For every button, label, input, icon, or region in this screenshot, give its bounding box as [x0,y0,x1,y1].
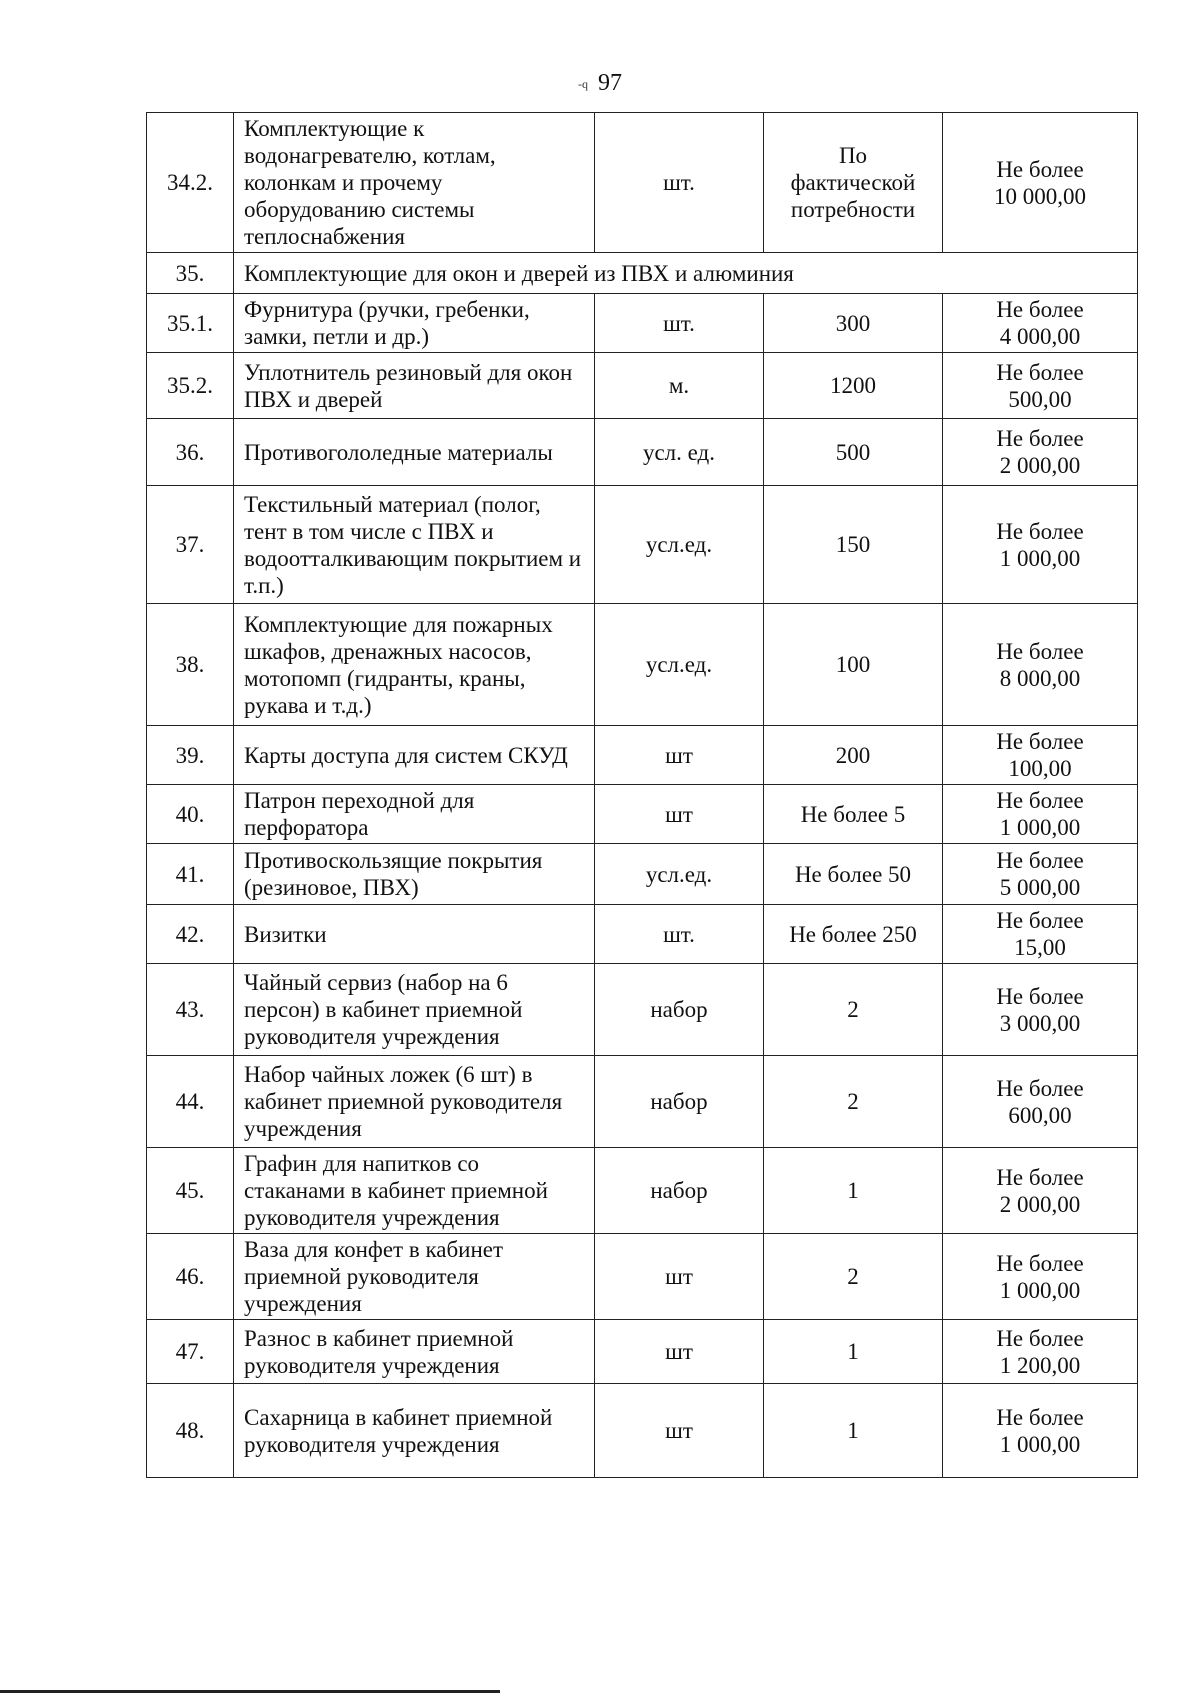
row-unit: м. [595,353,764,419]
row-price-prefix: Не более [996,908,1084,933]
row-price-prefix: Не более [996,156,1084,182]
row-price-prefix: Не более [996,1075,1084,1101]
table-row [147,113,1138,253]
table-row [147,604,1138,726]
row-quantity: 2 [764,1234,943,1320]
items-table-body [147,113,1138,1478]
row-price-prefix: Не более [996,518,1084,544]
row-price [943,726,1138,785]
row-price-value: 1 000,00 [999,1277,1081,1303]
row-number: 40. [147,785,234,844]
row-price-prefix: Не более [996,638,1084,664]
row-price [943,1148,1138,1234]
bottom-rule [0,1690,500,1693]
page-mark: -q [578,76,588,91]
row-item-name: Комплектующие для пожарных шкафов, дренажных насосов, мотопомп (гидранты, краны, рукава и т.д.) [234,604,595,726]
row-quantity: 200 [764,726,943,785]
row-item-name: Противоскользящие покрытия (резиновое, ПВХ) [234,844,595,905]
row-price-prefix: Не более [996,426,1084,451]
row-number: 35. [147,253,234,294]
row-item-name: Противогололедные материалы [234,419,595,486]
table-row [147,1148,1138,1234]
row-price-value: 8 000,00 [999,665,1081,691]
row-quantity: 100 [764,604,943,726]
row-item-name: Визитки [234,905,595,964]
table-row [147,785,1138,844]
row-item-name: Набор чайных ложек (6 шт) в кабинет приемной руководителя учреждения [234,1056,595,1148]
row-quantity: Не более 5 [764,785,943,844]
row-unit: набор [595,1056,764,1148]
row-unit: шт. [595,294,764,353]
table-row [147,726,1138,785]
row-price-value: 500,00 [1008,386,1072,412]
row-price-value: 4 000,00 [999,324,1081,349]
row-price-prefix: Не более [996,788,1084,813]
row-price [943,1384,1138,1478]
table-row [147,294,1138,353]
row-unit: усл.ед. [595,604,764,726]
row-number: 41. [147,844,234,905]
row-unit: усл. ед. [595,419,764,486]
row-unit: шт. [595,113,764,253]
row-price-value: 3 000,00 [999,1010,1081,1036]
row-price [943,1320,1138,1384]
table-row [147,844,1138,905]
row-unit: шт [595,1234,764,1320]
row-number: 44. [147,1056,234,1148]
row-number: 42. [147,905,234,964]
row-price-value: 2 000,00 [999,453,1081,478]
row-price-value: 600,00 [1008,1102,1072,1128]
page-number-value: 97 [598,70,622,96]
row-item-name: Карты доступа для систем СКУД [234,726,595,785]
row-price-prefix: Не более [996,297,1084,322]
row-price-value: 100,00 [1008,756,1072,781]
row-number: 48. [147,1384,234,1478]
row-price-value: 5 000,00 [999,875,1081,900]
row-unit: шт [595,726,764,785]
row-unit: шт. [595,905,764,964]
row-item-name: Графин для напитков со стаканами в кабинет приемной руководителя учреждения [234,1148,595,1234]
page-number [0,70,1200,97]
row-number: 35.1. [147,294,234,353]
row-number: 37. [147,486,234,604]
row-item-name: Патрон переходной для перфоратора [234,785,595,844]
row-quantity: 2 [764,1056,943,1148]
table-row [147,1234,1138,1320]
row-price-value: 1 000,00 [999,545,1081,571]
row-quantity: Не более 50 [764,844,943,905]
row-quantity: 500 [764,419,943,486]
row-number: 35.2. [147,353,234,419]
row-item-name: Сахарница в кабинет приемной руководителя учреждения [234,1384,595,1478]
row-item-name: Чайный сервиз (набор на 6 персон) в кабинет приемной руководителя учреждения [234,964,595,1056]
table-row [147,419,1138,486]
row-item-name: Комплектующие к водонагревателю, котлам, колонкам и прочему оборудованию системы теплоснабжения [234,113,595,253]
row-unit: усл.ед. [595,844,764,905]
row-price-value: 15,00 [1014,935,1066,960]
row-unit: набор [595,1148,764,1234]
row-price-prefix: Не более [996,1325,1084,1351]
row-quantity: 2 [764,964,943,1056]
row-quantity: 150 [764,486,943,604]
row-price-value: 10 000,00 [994,183,1086,209]
row-unit: шт [595,1320,764,1384]
row-price-prefix: Не более [996,1250,1084,1276]
row-price-value: 2 000,00 [999,1191,1081,1217]
table-row [147,253,1138,294]
row-price-prefix: Не более [996,983,1084,1009]
table-row [147,1384,1138,1478]
row-unit: шт [595,785,764,844]
row-price-value: 1 000,00 [999,815,1081,840]
row-price-prefix: Не более [996,848,1084,873]
row-unit: усл.ед. [595,486,764,604]
row-price-prefix: Не более [996,359,1084,385]
table-row [147,353,1138,419]
table-row [147,1056,1138,1148]
row-number: 47. [147,1320,234,1384]
row-quantity: 1 [764,1384,943,1478]
row-price [943,486,1138,604]
row-number: 38. [147,604,234,726]
row-item-name: Уплотнитель резиновый для окон ПВХ и дверей [234,353,595,419]
row-quantity: 300 [764,294,943,353]
row-quantity: 1200 [764,353,943,419]
row-price-value: 1 200,00 [999,1352,1081,1378]
row-item-name: Разнос в кабинет приемной руководителя учреждения [234,1320,595,1384]
row-item-name: Фурнитура (ручки, гребенки, замки, петли и др.) [234,294,595,353]
row-quantity: Не более 250 [764,905,943,964]
row-quantity: 1 [764,1148,943,1234]
row-unit: шт [595,1384,764,1478]
row-price [943,419,1138,486]
row-price [943,1234,1138,1320]
row-price [943,785,1138,844]
row-price [943,844,1138,905]
row-price [943,905,1138,964]
row-number: 36. [147,419,234,486]
row-number: 34.2. [147,113,234,253]
row-price [943,604,1138,726]
row-price [943,294,1138,353]
items-table [146,112,1138,1478]
row-price [943,1056,1138,1148]
row-item-name: Ваза для конфет в кабинет приемной руководителя учреждения [234,1234,595,1320]
row-number: 39. [147,726,234,785]
row-price-prefix: Не более [996,1164,1084,1190]
row-number: 43. [147,964,234,1056]
row-price-prefix: Не более [996,729,1084,754]
row-number: 45. [147,1148,234,1234]
row-item-name: Текстильный материал (полог, тент в том числе с ПВХ и водоотталкивающим покрытием и т.п.) [234,486,595,604]
row-price [943,964,1138,1056]
table-row [147,486,1138,604]
row-unit: набор [595,964,764,1056]
row-quantity: По фактической потребности [764,113,943,253]
row-price-prefix: Не более [996,1404,1084,1430]
table-row [147,1320,1138,1384]
row-price [943,113,1138,253]
table-row [147,964,1138,1056]
row-quantity: 1 [764,1320,943,1384]
table-row [147,905,1138,964]
row-price-value: 1 000,00 [999,1431,1081,1457]
row-section-title: Комплектующие для окон и дверей из ПВХ и алюминия [234,253,1138,294]
row-price [943,353,1138,419]
row-number: 46. [147,1234,234,1320]
